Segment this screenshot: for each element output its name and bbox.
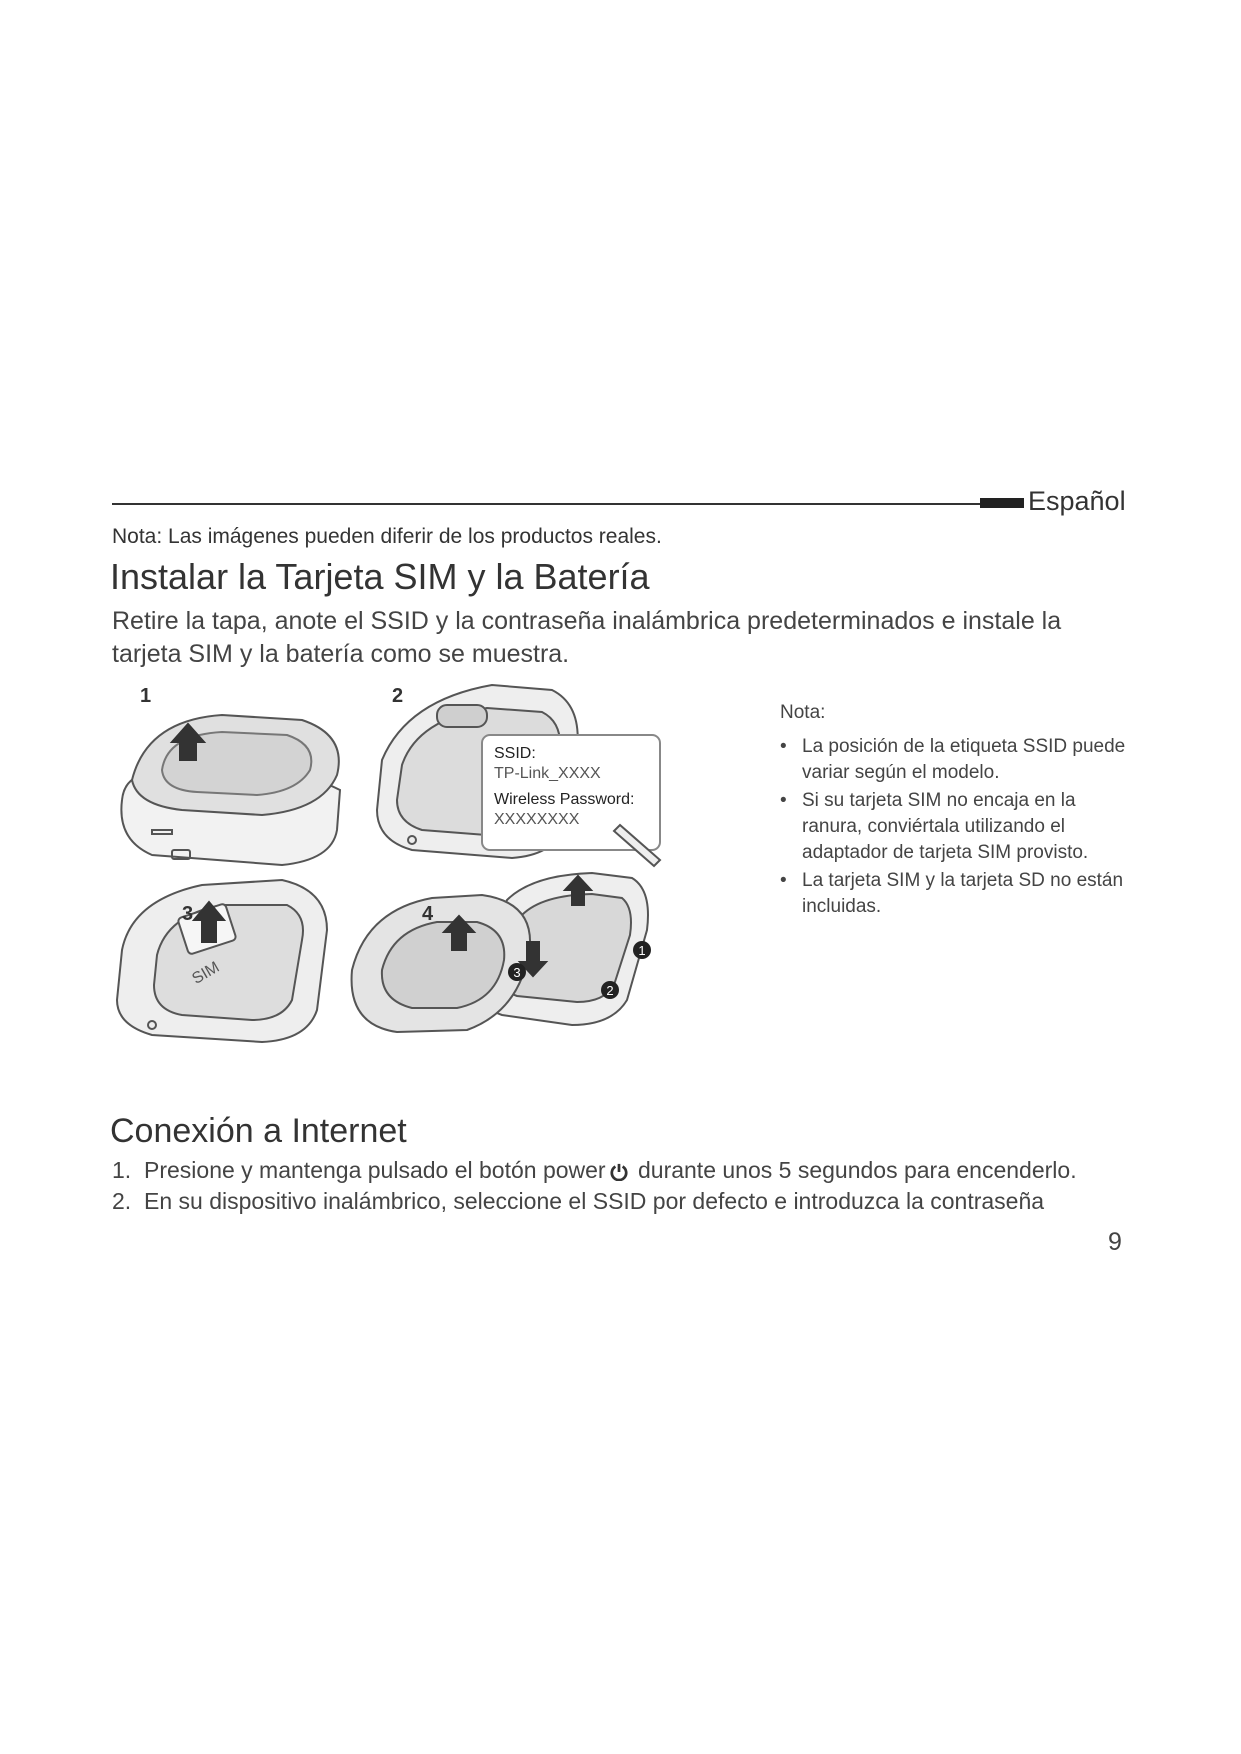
callout-1 xyxy=(633,941,651,959)
label-ssid-title: SSID: xyxy=(494,745,536,762)
step-text: En su dispositivo inalámbrico, seleccione el SSID por defecto e introduzca la contraseña xyxy=(144,1188,1045,1214)
step-number-2: 2 xyxy=(392,685,404,707)
side-note-item: • La posición de la etiqueta SSID puede variar según el modelo. xyxy=(780,734,1140,786)
side-note-list xyxy=(780,734,1140,920)
label-password-title: Wireless Password: xyxy=(494,791,635,808)
step3-device-illustration xyxy=(117,880,327,1042)
step-number: 1. xyxy=(112,1157,132,1183)
language-label: Español xyxy=(1028,486,1126,516)
sim-card-text: SIM xyxy=(189,958,223,988)
step1-device-illustration xyxy=(121,715,340,865)
callout-3 xyxy=(508,963,526,981)
callout-3-number: 3 xyxy=(513,965,521,980)
label-ssid-value: TP-Link_XXXX xyxy=(494,765,601,782)
label-password-value: XXXXXXXX xyxy=(494,811,580,828)
section-title-internet: Conexión a Internet xyxy=(110,1112,407,1150)
callout-2-number: 2 xyxy=(606,983,614,998)
callout-2 xyxy=(601,981,619,999)
header-rule xyxy=(112,503,980,505)
side-note-title: Nota: xyxy=(780,702,826,723)
step-text-before: Presione y mantenga pulsado el botón power xyxy=(144,1157,606,1183)
installation-illustration xyxy=(112,680,752,1100)
install-intro: Retire la tapa, anote el SSID y la contraseña inalámbrica predeterminados e instale la tarjeta SIM y la batería como se muestra. xyxy=(112,607,1062,668)
step-number-1: 1 xyxy=(140,685,152,707)
section-title-install: Instalar la Tarjeta SIM y la Batería xyxy=(110,556,650,597)
step-number-4: 4 xyxy=(422,903,434,925)
side-note xyxy=(780,700,1140,922)
power-icon xyxy=(610,1163,628,1181)
step-item xyxy=(112,1155,1132,1186)
step-text-after: durante unos 5 segundos para encenderlo. xyxy=(631,1157,1077,1183)
images-disclaimer: Nota: Las imágenes pueden diferir de los productos reales. xyxy=(112,525,662,548)
side-note-item: • Si su tarjeta SIM no encaja en la ranura, conviértala utilizando el adaptador de tarjeta SIM provisto. xyxy=(780,788,1140,866)
page-number: 9 xyxy=(1108,1228,1122,1256)
callout-1-number: 1 xyxy=(638,943,646,958)
step4-device-illustration xyxy=(352,873,648,1032)
step-item xyxy=(112,1186,1132,1217)
internet-steps xyxy=(112,1155,1132,1217)
side-note-item: • La tarjeta SIM y la tarjeta SD no están incluidas. xyxy=(780,868,1140,920)
step-number: 2. xyxy=(112,1188,132,1214)
header-tab-marker xyxy=(980,498,1024,508)
step-number-3: 3 xyxy=(182,903,194,925)
